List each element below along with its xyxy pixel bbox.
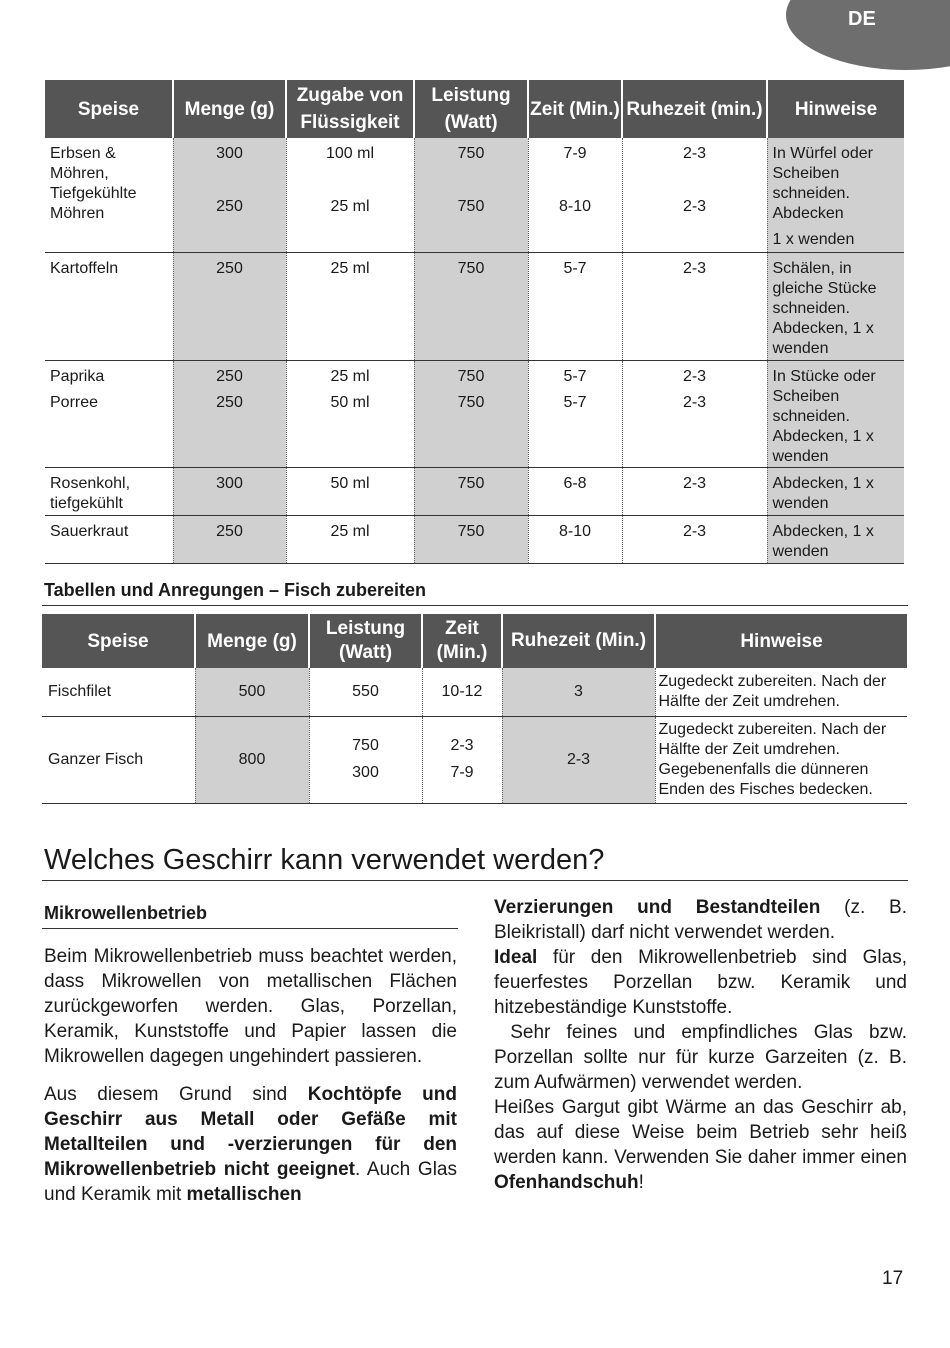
cell-zeit: 10-12 — [422, 668, 502, 716]
text: Heißes Gargut gibt Wärme an das Geschirr ab, das auf diese Weise beim Betrieb sehr heiß werden kann. Verwenden Sie daher immer einen — [494, 1097, 907, 1168]
cell-speise: Fischfilet — [42, 668, 195, 716]
cell-hinweise: Abdecken, 1 x wenden — [767, 515, 904, 563]
table-row — [45, 360, 904, 467]
table-row — [42, 716, 907, 803]
value: 8-10 — [558, 198, 592, 215]
bold-text: Ideal — [494, 947, 538, 968]
bold-text: metallischen — [186, 1184, 302, 1205]
right-column — [494, 895, 913, 1195]
cell-menge: 250 — [173, 515, 286, 563]
cell-menge: 300 — [173, 467, 286, 515]
value: 2-3 — [682, 145, 707, 162]
header-speise: Speise — [42, 614, 195, 668]
value: 750 — [457, 198, 485, 215]
value: Porree — [50, 393, 99, 411]
cell-zeit: 5-7 — [528, 252, 622, 360]
value: 750 — [457, 145, 485, 162]
text: ! — [638, 1172, 644, 1193]
text: . Auch Glas und Keramik mit — [44, 1159, 457, 1205]
table-row — [45, 138, 904, 252]
bold-text: Ofenhandschuh — [494, 1172, 639, 1193]
paragraph: Beim Mikrowellenbetrieb muss beachtet werden, dass Mikrowellen von metallischen Flächen zurückgeworfen werden. Glas, Porzellan, Keramik, Kunststoffe und Papier lassen die Mikrowellen dagegen ungehindert passieren. — [44, 946, 457, 1067]
table-row — [45, 515, 904, 563]
vegetable-table — [45, 80, 904, 564]
cell-speise: Rosenkohl, tiefgekühlt — [45, 467, 173, 515]
fish-table — [42, 614, 907, 804]
value: 750 — [457, 367, 485, 385]
cell-speise — [45, 360, 173, 467]
page-heading: Welches Geschirr kann verwendet werden? — [44, 844, 605, 876]
value: 50 ml — [330, 393, 370, 411]
page-number: 17 — [882, 1268, 904, 1289]
paragraph — [494, 895, 907, 945]
header-menge: Menge (g) — [195, 614, 309, 668]
header-hinweise: Hinweise — [767, 80, 904, 138]
value: 25 ml — [330, 367, 370, 385]
cell-hinweise: Zugedeckt zubereiten. Nach der Hälfte der Zeit umdrehen. Gegebenenfalls die dünneren Enden des Fisches bedecken. — [655, 716, 907, 803]
value: 750 — [457, 393, 485, 411]
value: 2-3 — [682, 198, 707, 215]
table-row — [42, 668, 907, 716]
cell-fluessigkeit — [286, 360, 414, 467]
fish-section-title: Tabellen und Anregungen – Fisch zubereiten — [44, 580, 427, 600]
cell-menge — [173, 138, 286, 252]
language-tab — [786, 0, 950, 70]
cell-ruhezeit: 2-3 — [502, 716, 655, 803]
cell-fluessigkeit — [286, 138, 414, 252]
value: 250 — [216, 393, 243, 411]
header-speise: Speise — [45, 80, 173, 138]
header-zeit: Zeit (Min.) — [422, 614, 502, 668]
paragraph: Sehr feines und empfindliches Glas bzw. Porzellan sollte nur für kurze Garzeiten (z. B. zum Aufwärmen) verwendet werden. — [494, 1022, 913, 1093]
value: 1 x wenden — [772, 231, 855, 248]
text: (z. B. Bleikristall) darf nicht verwendet werden. — [494, 897, 907, 943]
cell-hinweise: In Stücke oder Scheiben schneiden. Abdecken, 1 x wenden — [767, 360, 904, 467]
cell-leistung — [309, 716, 422, 803]
cell-zeit — [528, 138, 622, 252]
value: 7-9 — [563, 145, 587, 162]
cell-ruhezeit: 2-3 — [622, 467, 767, 515]
table-row — [45, 467, 904, 515]
cell-leistung — [414, 360, 528, 467]
value: 300 — [216, 145, 243, 162]
bold-text: Verzierungen und Bestandteilen — [494, 897, 821, 918]
paragraph — [494, 1095, 907, 1195]
paragraph — [44, 1082, 457, 1207]
table-header-row — [45, 80, 904, 138]
cell-leistung — [414, 138, 528, 252]
cell-hinweise: Schälen, in gleiche Stücke schneiden. Abdecken, 1 x wenden — [767, 252, 904, 360]
cell-menge: 250 — [173, 252, 286, 360]
cell-menge — [173, 360, 286, 467]
value: 5-7 — [563, 393, 587, 411]
header-menge: Menge (g) — [173, 80, 286, 138]
cell-fluessigkeit: 25 ml — [286, 252, 414, 360]
cell-ruhezeit — [622, 360, 767, 467]
cell-leistung: 750 — [414, 252, 528, 360]
cell-hinweise — [767, 138, 904, 252]
header-leistung: Leistung (Watt) — [414, 80, 528, 138]
cell-zeit: 8-10 — [528, 515, 622, 563]
cell-hinweise: Zugedeckt zubereiten. Nach der Hälfte der Zeit umdrehen. — [655, 668, 907, 716]
language-label: DE — [848, 8, 876, 30]
cell-menge: 500 — [195, 668, 309, 716]
cell-zeit: 6-8 — [528, 467, 622, 515]
cell-speise: Ganzer Fisch — [42, 716, 195, 803]
value: In Würfel oder Scheiben schneiden. Abdecken — [772, 145, 873, 222]
cell-ruhezeit — [622, 138, 767, 252]
divider — [42, 605, 908, 606]
value: Paprika — [50, 367, 105, 385]
cell-ruhezeit: 2-3 — [622, 252, 767, 360]
cell-speise: Sauerkraut — [45, 515, 173, 563]
cell-zeit — [422, 716, 502, 803]
header-leistung: Leistung (Watt) — [309, 614, 422, 668]
cell-speise: Erbsen & Möhren, Tiefgekühlte Möhren — [45, 138, 173, 252]
cell-hinweise: Abdecken, 1 x wenden — [767, 467, 904, 515]
header-hinweise: Hinweise — [655, 614, 907, 668]
value: 2-3 — [682, 393, 707, 411]
table-header-row — [42, 614, 907, 668]
value: 2-3 — [682, 367, 707, 385]
value: 2-3 — [450, 737, 474, 754]
cell-ruhezeit: 2-3 — [622, 515, 767, 563]
cell-leistung: 750 — [414, 515, 528, 563]
value: 25 ml — [330, 198, 370, 215]
divider — [42, 880, 908, 881]
header-zeit: Zeit (Min.) — [528, 80, 622, 138]
header-fluessigkeit: Zugabe von Flüssigkeit — [286, 80, 414, 138]
text: Aus diesem Grund sind — [44, 1084, 308, 1105]
header-ruhezeit: Ruhezeit (min.) — [622, 80, 767, 138]
table-row — [45, 252, 904, 360]
text: für den Mikrowellenbetrieb sind Glas, feuerfestes Porzellan bzw. Keramik und hitzebeständige Kunststoffe. — [494, 947, 907, 1018]
value: 100 ml — [325, 145, 375, 162]
value: 5-7 — [563, 367, 587, 385]
header-ruhezeit: Ruhezeit (Min.) — [502, 614, 655, 668]
cell-fluessigkeit: 50 ml — [286, 467, 414, 515]
value: 250 — [216, 367, 243, 385]
value: 750 — [352, 737, 379, 754]
paragraph — [494, 945, 907, 1020]
cell-menge: 800 — [195, 716, 309, 803]
cell-leistung: 550 — [309, 668, 422, 716]
cell-ruhezeit: 3 — [502, 668, 655, 716]
divider — [42, 928, 458, 929]
cell-zeit — [528, 360, 622, 467]
subheading: Mikrowellenbetrieb — [44, 903, 208, 923]
cell-fluessigkeit: 25 ml — [286, 515, 414, 563]
cell-speise: Kartoffeln — [45, 252, 173, 360]
value: 250 — [216, 198, 243, 215]
value: 7-9 — [450, 764, 474, 781]
left-column — [44, 944, 457, 1220]
value: 300 — [352, 764, 379, 781]
bold-text: Kochtöpfe und Geschirr aus Metall oder Gefäße mit Metallteilen und -verzierungen für den Mikrowellenbetrieb nicht geeignet — [44, 1084, 458, 1180]
cell-leistung: 750 — [414, 467, 528, 515]
